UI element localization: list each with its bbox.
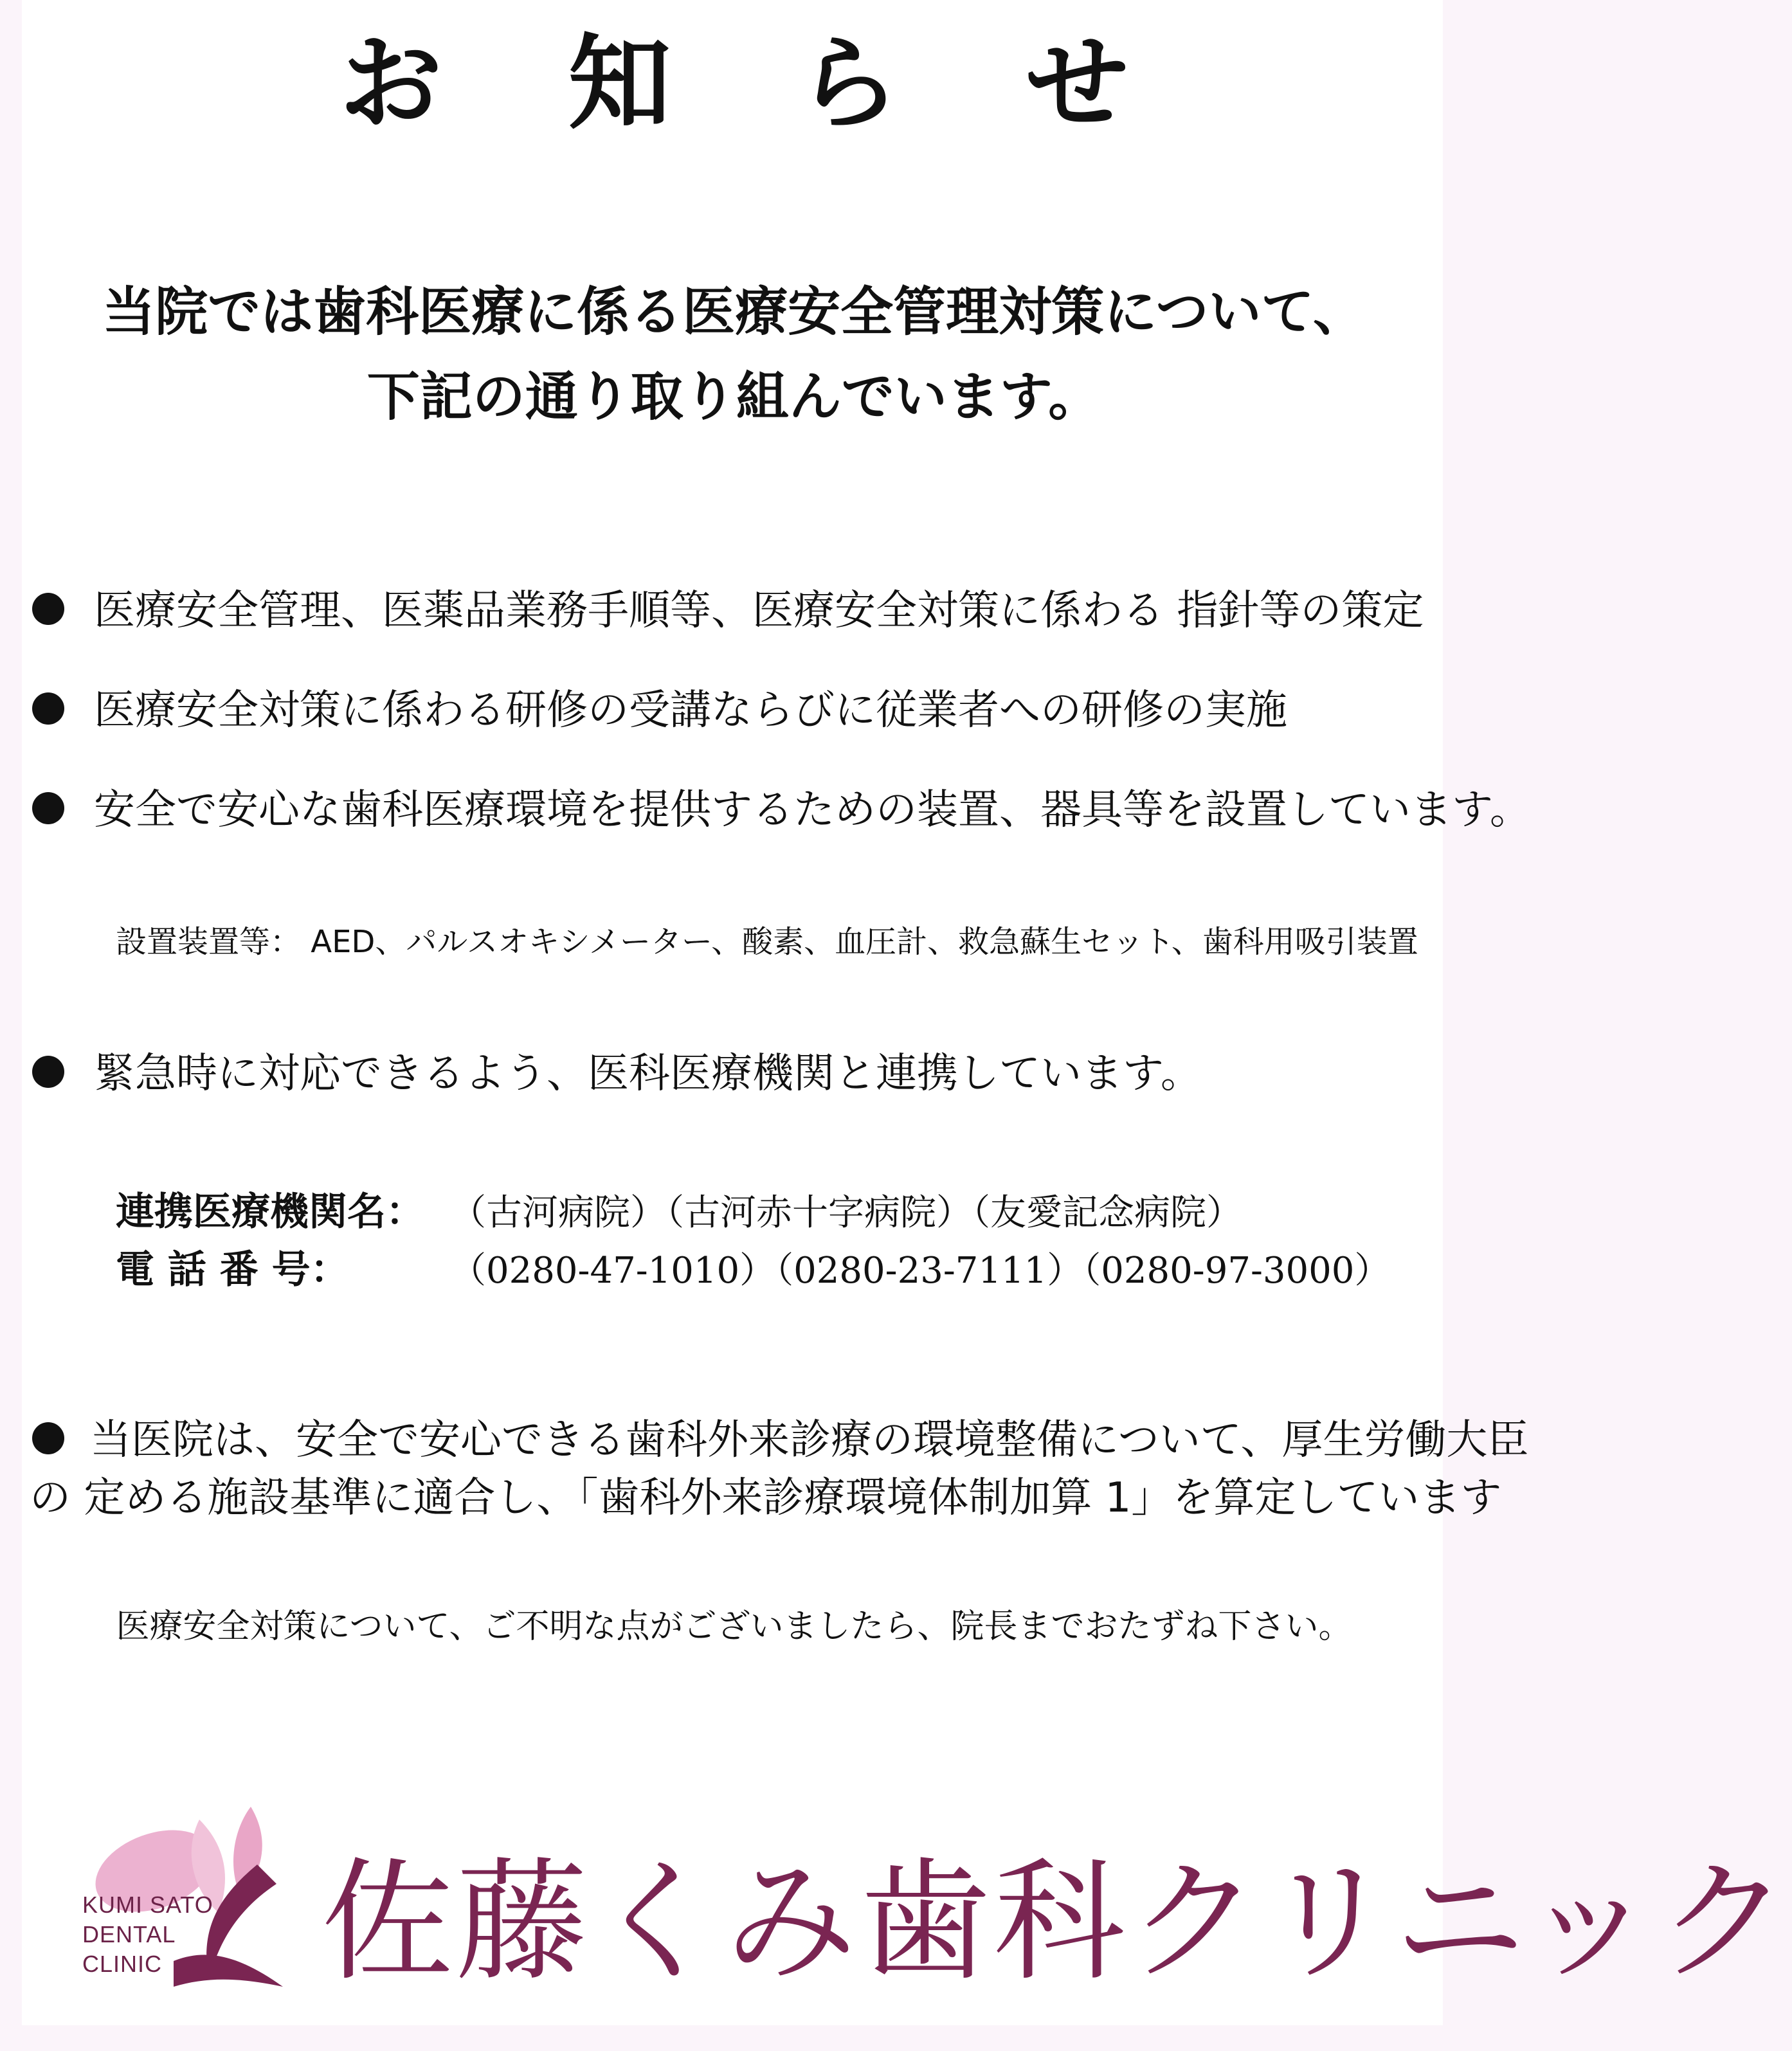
partner-names: （古河病院）（古河赤十字病院）（友愛記念病院） — [450, 1192, 1242, 1234]
bullet-dot-icon — [32, 692, 64, 725]
partner-phones-label: 電 話 番 号： — [116, 1247, 349, 1292]
bullet-equipment — [32, 784, 1531, 836]
clinic-name-en-line: DENTAL — [82, 1921, 176, 1947]
bullet-text: 緊急時に対応できるよう、医科医療機関と連携しています。 — [94, 1050, 1202, 1098]
closing-text: 医療安全対策について、ご不明な点がございましたら、院長までおたずね下さい。 — [116, 1607, 1352, 1646]
partner-names-row — [116, 1186, 1242, 1239]
clinic-name-en-line: CLINIC — [82, 1951, 163, 1977]
bullet-dot-icon — [32, 593, 64, 625]
clinic-name-en-line: KUMI SATO — [82, 1892, 213, 1918]
intro-line-1: 当院では歯科医療に係る医療安全管理対策について、 — [102, 282, 1366, 343]
bullet-dot-icon — [32, 1422, 64, 1454]
intro-line-2: 下記の通り取り組んでいます。 — [367, 366, 1101, 428]
certification-line-2: の 定める施設基準に適合し、「歯科外来診療環境体制加算 1」を算定しています — [30, 1474, 1502, 1522]
partner-phones: （0280-47-1010）（0280-23-7111）（0280-97-3000） — [450, 1250, 1391, 1292]
bullet-emergency — [32, 1048, 1202, 1099]
partner-names-label: 連携医療機関名： — [116, 1189, 424, 1234]
bullet-guidelines — [32, 585, 1424, 637]
bullet-text: 安全で安心な歯科医療環境を提供するための装置、器具等を設置しています。 — [94, 786, 1531, 834]
notice-title: お 知 ら せ — [339, 23, 1174, 143]
bullet-certification — [32, 1414, 1528, 1466]
bullet-text: 医療安全対策に係わる研修の受講ならびに従業者への研修の実施 — [94, 687, 1287, 734]
clinic-name-jp: 佐藤くみ歯科クリニック — [321, 1846, 1792, 1999]
equipment-list: 設置装置等： AED、パルスオキシメーター、酸素、血圧計、救急蘇生セット、歯科用吸引装置 — [116, 924, 1418, 960]
clinic-name-en — [82, 1890, 213, 1979]
intro-text — [0, 270, 1468, 440]
bullet-dot-icon — [32, 792, 64, 824]
bullet-dot-icon — [32, 1056, 64, 1088]
certification-line-1: 当医院は、安全で安心できる歯科外来診療の環境整備について、厚生労働大臣 — [90, 1416, 1529, 1464]
partner-phones-row — [116, 1244, 1390, 1297]
bullet-text: 医療安全管理、医薬品業務手順等、医療安全対策に係わる 指針等の策定 — [94, 587, 1424, 635]
bullet-training — [32, 685, 1287, 736]
